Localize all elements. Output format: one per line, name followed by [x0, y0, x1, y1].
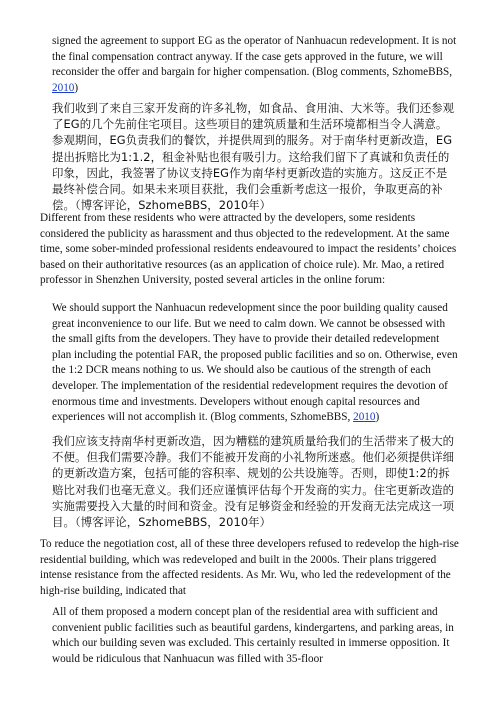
quote-text: signed the agreement to support EG as the operator of Nanhuacun redevelopment. It is not the final compensation contract anyway. If the case gets approved in the future, we will reconsider the offer and bargain for higher compensation. (Blog comments, SzhomeBBS, — [52, 35, 457, 79]
quote-paragraph-1 — [52, 34, 458, 96]
quote-tail: ) — [74, 81, 79, 94]
chinese-quote-paragraph-2: 我们应该支持南华村更新改造，因为糟糕的建筑质量给我们的生活带来了极大的不便。但我们需要冷静。我们不能被开发商的小礼物所迷惑。他们必须提供详细的更新改造方案，包括可能的容积率、规划的公共设施等。否则，即使1:2的拆赔比对我们也毫无意义。我们还应谨慎评估每个开发商的实力。住宅更新改造的实施需要投入大量的时间和资金。没有足够资金和经验的开发商无法完成这一项目。（博客评论，SzhomeBBS，2010年） — [52, 434, 455, 530]
body-paragraph-1: Different from these residents who were attracted by the developers, some residents considered the publicity as harassment and thus objected to the redevelopment. At the same time, some sober-minded professional residents endeavoured to impact the residents’ choices based on their authoritative resources (as an application of choice rule). Mr. Mao, a retired professor in Shenzhen University, posted several articles in the online forum: — [40, 212, 457, 287]
quote-tail: ) — [375, 411, 380, 424]
body-paragraph-2: To reduce the negotiation cost, all of these three developers refused to redevelop the high-rise residential building, which was redeveloped and built in the 2000s. Their plans triggered intense resistance from the affected residents. As Mr. Wu, who led the redevelopment of the high-rise building, indicated that — [40, 538, 459, 597]
quote-paragraph-3: All of them proposed a modern concept plan of the residential area with sufficient and convenient public facilities such as beautiful gardens, kindergartens, and parking areas, in which our building seven was excluded. This certainly resulted in immerse opposition. It would be ridiculous that Nanhuacun was filled with 35-floor — [52, 606, 454, 665]
chinese-quote-paragraph-1: 我们收到了来自三家开发商的许多礼物，如食品、食用油、大米等。我们还参观了EG的几个先前住宅项目。这些项目的建筑质量和生活环境都相当令人满意。参观期间，EG负责我们的餐饮，并提供周到的服务。对于南华村更新改造，EG提出拆赔比为1:1.2，租金补贴也很有吸引力。这给我们留下了真诚和负责任的印象，因此，我签署了协议支持EG作为南华村更新改造的实施方。这反正不是最终补偿合同。如果未来项目获批，我们会重新考虑这一报价，争取更高的补偿。（博客评论，SzhomeBBS，2010年） — [52, 101, 455, 213]
quote-text: We should support the Nanhuacun redevelopment since the poor building quality caused great inconvenience to our life. But we need to calm down. We cannot be obsessed with the small gifts from the developers. They have to provide their detailed redevelopment plan including the potential FAR, the proposed public facilities and so on. Otherwise, even the 1:2 DCR means nothing to us. We should also be cautious of the strength of each developer. The implementation of the residential redevelopment requires the devotion of enormous time and investments. Developers without enough capital resources and experiences will not accomplish it. (Blog comments, SzhomeBBS, — [52, 302, 458, 424]
citation-link-2010[interactable]: 2010 — [52, 81, 75, 94]
citation-link-2010[interactable]: 2010 — [353, 411, 376, 424]
quote-paragraph-2 — [52, 301, 458, 426]
